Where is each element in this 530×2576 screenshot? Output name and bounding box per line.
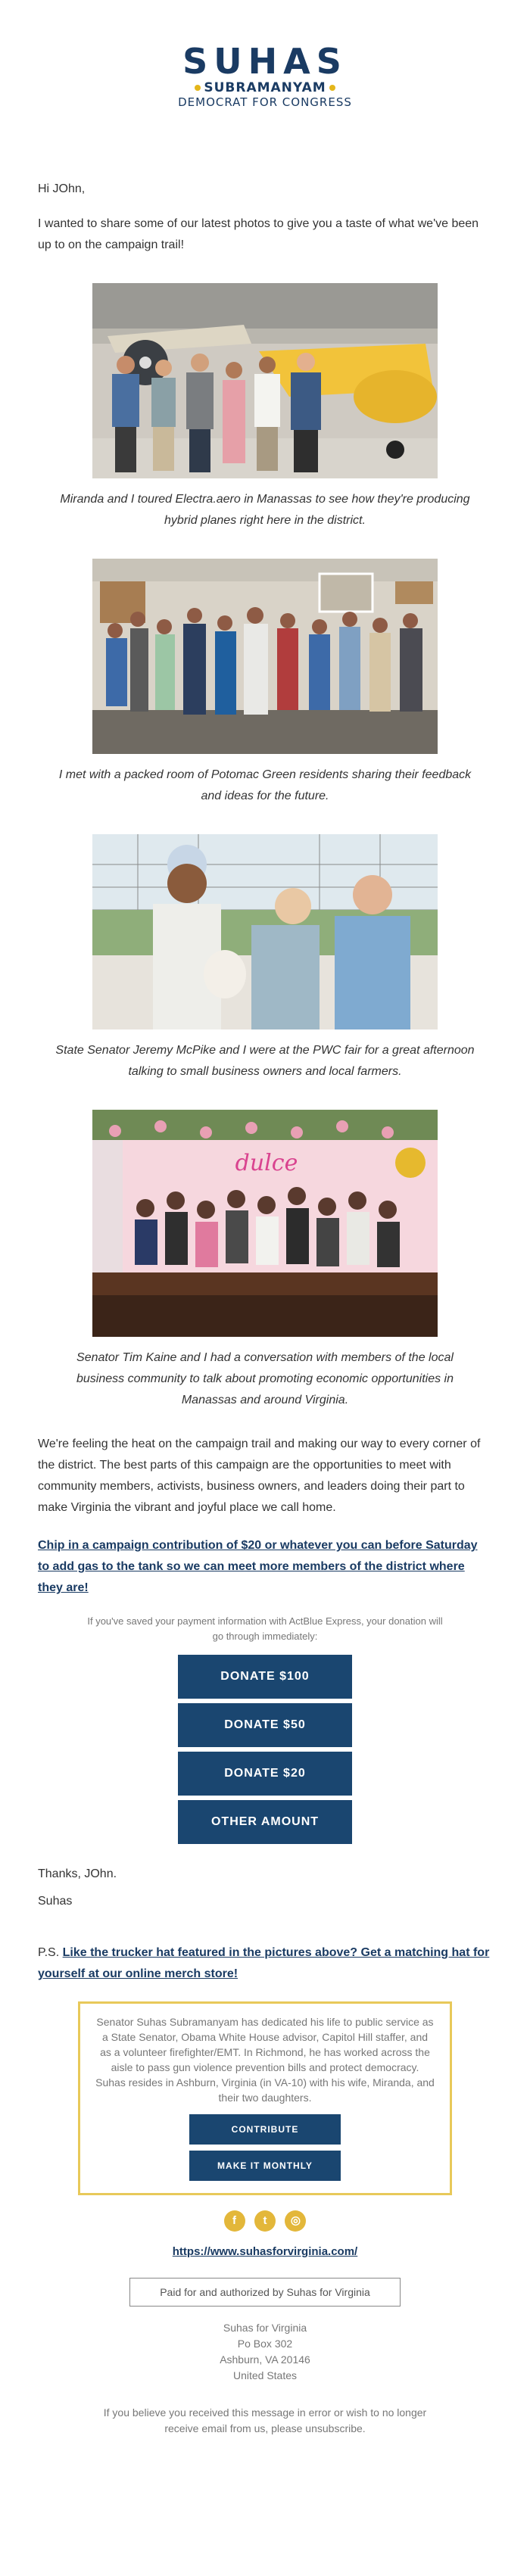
make-it-monthly-button[interactable]: MAKE IT MONTHLY [189,2151,341,2181]
paid-for-disclaimer: Paid for and authorized by Suhas for Virginia [129,2278,401,2307]
website-link[interactable]: https://www.suhasforvirginia.com/ [172,2245,358,2258]
photo-caption-1: Miranda and I toured Electra.aero in Manassas to see how they're producing hybrid planes right here in the district. [60,493,470,527]
actblue-express-note: If you've saved your payment information with ActBlue Express, your donation will go through immediately: [87,1615,443,1642]
merch-store-link[interactable]: Like the trucker hat featured in the pictures above? Get a matching hat for yourself at our online merch store! [38,1946,490,1980]
svg-text:dulce: dulce [235,1150,298,1176]
photo-caption-2: I met with a packed room of Potomac Green residents sharing their feedback and ideas for the future. [58,768,472,802]
unsubscribe-text[interactable]: If you believe you received this message in error or wish to no longer receive email from us, please unsubscribe. [103,2406,427,2434]
logo-dot-left [195,85,201,91]
bio-box [78,2001,452,2195]
twitter-icon[interactable]: t [254,2210,276,2232]
thanks-text: Thanks, JOhn. [38,1867,117,1880]
address-line: United States [232,2369,298,2381]
logo-name: SUHAS [182,41,348,82]
photo-community-room [92,559,438,754]
campaign-body-text: We're feeling the heat on the campaign trail and making our way to every corner of the district. The best parts of this campaign are the opportunities to meet with community members, activists, business owners, and leaders doing their part to make Virginia the vibrant and joyful place we call home. [38,1438,481,1514]
logo-subtitle: SUBRAMANYAM [0,80,530,95]
chip-in-link[interactable]: Chip in a campaign contribution of $20 or whatever you can before Saturday to add gas to the tank so we can meet more members of the district where they are! [38,1539,478,1594]
donate-buttons [0,1655,530,1844]
address-line: Po Box 302 [237,2338,293,2350]
bio-text: Senator Suhas Subramanyam has dedicated his life to public service as a State Senator, Obama White House advisor, Capitol Hill staffer, and as a volunteer firefighter/EMT. In Richmond, he has worked across the aisle to pass gun violence prevention bills and protect democracy. Suhas resides in Ashburn, Virginia (in VA-10) with his wife, Miranda, and their two daughters. [95,2016,435,2104]
address-line: Ashburn, VA 20146 [220,2353,310,2366]
donate-50-button[interactable]: DONATE $50 [178,1703,352,1747]
photo-bakery [92,1110,438,1337]
website-link-row [0,2245,530,2258]
donate-100-button[interactable]: DONATE $100 [178,1655,352,1699]
signature: Suhas [38,1895,73,1908]
greeting: Hi JOhn, [38,182,86,195]
campaign-logo [0,0,530,120]
photo-caption-4: Senator Tim Kaine and I had a conversation with members of the local business community to talk about promoting economic opportunities in Manassas and around Virginia. [76,1351,454,1406]
donate-other-amount-button[interactable]: OTHER AMOUNT [178,1800,352,1844]
photo-county-fair [92,834,438,1029]
instagram-icon[interactable]: ◎ [285,2210,306,2232]
postscript [0,1942,530,1985]
facebook-icon[interactable]: f [224,2210,245,2232]
photo-hangar [92,283,438,478]
ps-prefix: P.S. [38,1946,63,1959]
photo-caption-3: State Senator Jeremy McPike and I were at the PWC fair for a great afternoon talking to small business owners and local farmers. [55,1044,475,1078]
social-links [0,2210,530,2232]
mailing-address [0,2320,530,2384]
address-line: Suhas for Virginia [223,2322,307,2334]
logo-tagline: DEMOCRAT FOR CONGRESS [178,95,352,109]
contribute-button[interactable]: CONTRIBUTE [189,2114,341,2145]
intro-text: I wanted to share some of our latest photos to give you a taste of what we've been up to on the campaign trail! [38,217,479,251]
logo-dot-right [329,85,335,91]
donate-20-button[interactable]: DONATE $20 [178,1752,352,1796]
